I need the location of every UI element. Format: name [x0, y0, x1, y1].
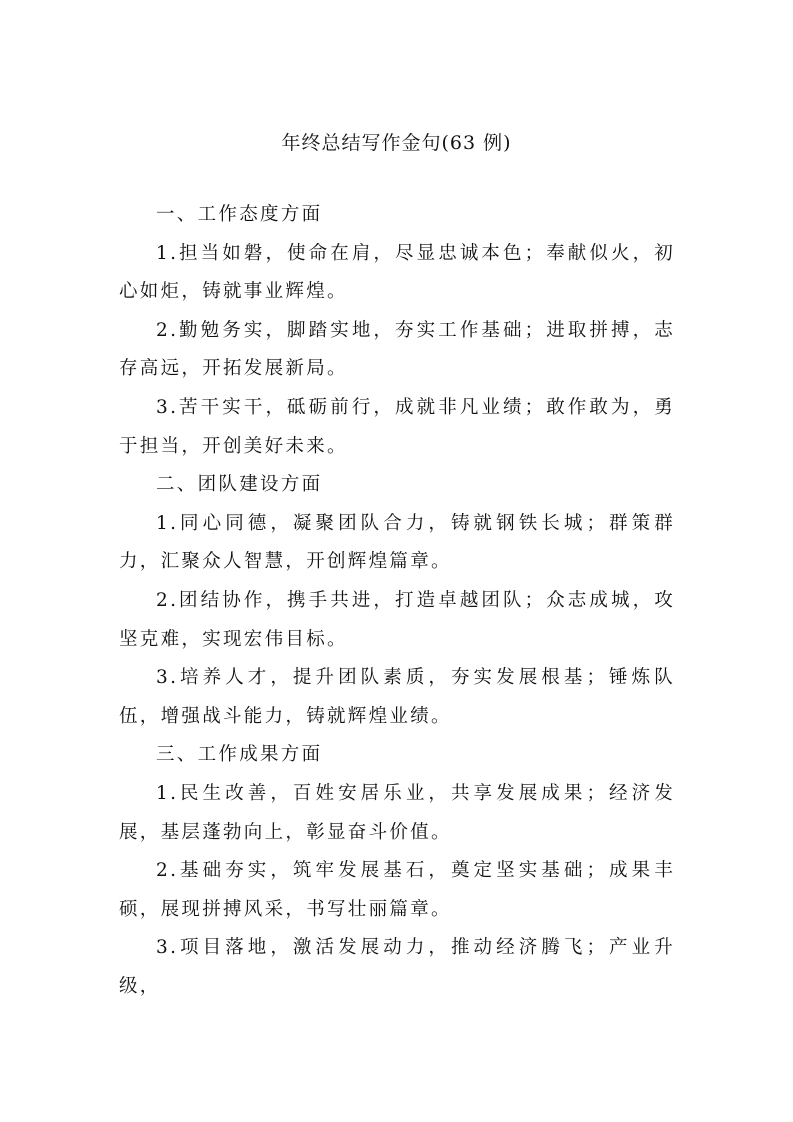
paragraph: 1.同心同德，凝聚团队合力，铸就钢铁长城；群策群力，汇聚众人智慧，开创辉煌篇章。	[119, 512, 675, 573]
paragraph: 1.民生改善，百姓安居乐业，共享发展成果；经济发展，基层蓬勃向上，彰显奋斗价值。	[119, 782, 675, 843]
section-heading-team: 二、团队建设方面	[156, 474, 323, 496]
paragraph: 3.项目落地，激活发展动力，推动经济腾飞；产业升级，	[119, 937, 675, 997]
paragraph: 2.基础夯实，筑牢发展基石，奠定坚实基础；成果丰硕，展现拼搏风采，书写壮丽篇章。	[119, 860, 675, 920]
paragraph: 2.团结协作，携手共进，打造卓越团队；众志成城，攻坚克难，实现宏伟目标。	[119, 589, 675, 650]
section-heading-results: 三、工作成果方面	[156, 744, 323, 766]
document-body	[119, 196, 675, 1006]
paragraph: 3.苦干实干，砥砺前行，成就非凡业绩；敢作敢为，勇于担当，开创美好未来。	[119, 396, 675, 457]
paragraph: 1.担当如磐，使命在肩，尽显忠诚本色；奉献似火，初心如炬，铸就事业辉煌。	[119, 242, 675, 303]
paragraph: 3.培养人才，提升团队素质，夯实发展根基；锤炼队伍，增强战斗能力，铸就辉煌业绩。	[119, 667, 675, 727]
section-heading-attitude: 一、工作态度方面	[156, 204, 323, 225]
paragraph: 2.勤勉务实，脚踏实地，夯实工作基础；进取拼搏，志存高远，开拓发展新局。	[119, 319, 675, 380]
document-title: 年终总结写作金句(63 例)	[281, 132, 512, 154]
